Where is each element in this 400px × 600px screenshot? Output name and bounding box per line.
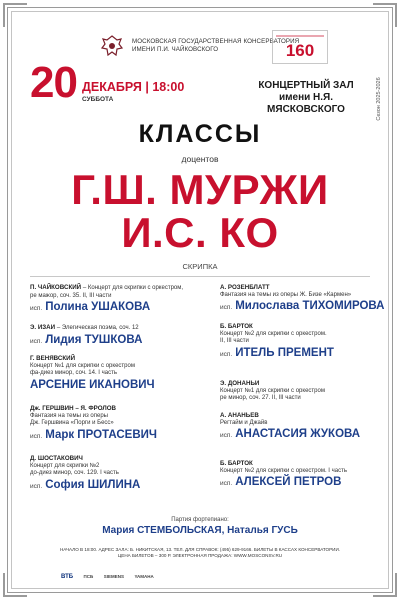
work-detail: ре мажор, соч. 35. II, III части	[30, 292, 112, 299]
performer-name: АРСЕНИЕ ИКАНОВИЧ	[30, 378, 155, 391]
work-title: Концерт №1 для скрипки с оркестром	[220, 387, 325, 394]
work-title: Концерт №2 для скрипки с оркестром.	[220, 330, 327, 337]
venue	[240, 80, 372, 116]
work-detail: II, III части	[220, 338, 249, 344]
program-item	[220, 323, 370, 362]
performer-name: Милослава ТИХОМИРОВА	[235, 300, 385, 312]
composer: Э. ИЗАИ	[30, 324, 56, 331]
classes-title: КЛАССЫ	[138, 120, 262, 148]
footer-info-line: НАЧАЛО В 18:00. АДРЕС ЗАЛА: Б. НИКИТСКАЯ, 13. ТЕЛ. ДЛЯ СПРАВОК: (495) 629-9166. БИЛЕТЫ В КАССАХ КОНСЕРВАТОРИИ.	[59, 547, 341, 552]
event-weekday: СУББОТА	[82, 96, 114, 103]
composer: Б. БАРТОК	[220, 323, 253, 330]
frame-corner	[373, 573, 397, 597]
performer-prefix: исп.	[220, 480, 233, 487]
sponsor-logo: YAMAHA	[134, 574, 154, 580]
sponsor-logo: ПСБ	[83, 574, 94, 580]
performer-prefix: исп.	[220, 304, 233, 311]
work-title: – Концерт для скрипки с оркестром,	[82, 285, 184, 291]
performer-prefix: исп.	[30, 337, 43, 345]
performer-name: София ШИЛИНА	[45, 478, 141, 491]
performer-name: ИТЕЛЬ ПРЕМЕНТ	[235, 346, 334, 359]
performer-prefix: исп.	[220, 432, 233, 439]
frame-corner	[373, 3, 397, 27]
composer: Дж. ГЕРШВИН – Я. ФРОЛОВ	[30, 405, 116, 412]
conservatory-line: ИМЕНИ П.И. ЧАЙКОВСКОГО	[132, 46, 219, 53]
sponsor-logo: ВТБ	[61, 573, 74, 580]
performer-name: Марк ПРОТАСЕВИЧ	[45, 428, 157, 441]
conservatory-line: МОСКОВСКАЯ ГОСУДАРСТВЕННАЯ КОНСЕРВАТОРИЯ	[132, 38, 300, 45]
event-month-time: ДЕКАБРЯ | 18:00	[82, 80, 185, 94]
program-item	[30, 455, 200, 494]
work-title: Фантазия на темы из оперы Ж. Бизе «Кармен»	[220, 291, 352, 298]
program-item	[30, 324, 200, 349]
performer-name: Лидия ТУШКОВА	[45, 333, 143, 346]
composer: Э. ДОНАНЬИ	[220, 380, 260, 387]
venue-line: КОНЦЕРТНЫЙ ЗАЛ	[258, 80, 354, 91]
composer: Б. БАРТОК	[220, 460, 253, 467]
season-text: Сезон 2025-2026	[376, 77, 382, 121]
footer-info	[30, 547, 370, 559]
composer: А. РОЗЕНБЛАТТ	[220, 284, 270, 291]
performer-prefix: исп.	[30, 432, 43, 440]
performer-prefix: исп.	[220, 350, 233, 358]
work-title: – Элегическая поэма, соч. 12	[56, 325, 139, 331]
pianists-label: Партия фортепиано:	[171, 517, 229, 523]
performer-name: Полина УШАКОВА	[45, 301, 151, 313]
performer-name: АНАСТАСИЯ ЖУКОВА	[235, 428, 361, 440]
performer-name: АЛЕКСЕЙ ПЕТРОВ	[235, 476, 342, 488]
event-day: 20	[30, 58, 77, 107]
anniversary-number: 160	[285, 41, 315, 60]
frame-corner	[3, 3, 27, 27]
sponsor-logos	[58, 568, 342, 580]
composer: П. ЧАЙКОВСКИЙ	[30, 284, 82, 291]
performer-prefix: исп.	[30, 305, 43, 312]
program-item	[220, 284, 385, 315]
venue-line: имени Н.Я. МЯСКОВСКОГО	[267, 92, 345, 115]
pianists-names: Мария СТЕМБОЛЬСКАЯ, Наталья ГУСЬ	[102, 525, 298, 536]
work-title: Концерт №1 для скрипки с оркестром	[30, 362, 135, 369]
composer: А. АНАНЬЕВ	[220, 412, 259, 419]
program-item	[220, 412, 370, 443]
program-item	[30, 355, 200, 392]
teacher-name: Г.Ш. МУРЖИ	[71, 166, 329, 213]
performer-prefix: исп.	[30, 482, 43, 490]
program-item	[30, 284, 200, 316]
program-item	[30, 405, 200, 444]
docents-label: доцентов	[181, 154, 219, 164]
composer: Д. ШОСТАКОВИЧ	[30, 455, 83, 462]
work-detail: фа-диез минор, соч. 14. I часть	[30, 370, 117, 376]
program-item	[220, 460, 370, 491]
work-detail: Дж. Гершвина «Порги и Бесс»	[30, 420, 114, 426]
work-title: Фантазия на темы из оперы	[30, 412, 108, 419]
work-detail: до-диез минор, соч. 129. I часть	[30, 470, 119, 476]
work-detail: ре минор, соч. 27. II, III части	[220, 395, 301, 401]
frame-corner	[3, 573, 27, 597]
program-item	[220, 380, 370, 403]
work-title: Регтайм и Джайв	[220, 419, 268, 426]
sponsor-logo: SIEMENS	[103, 574, 124, 580]
ministry-emblem-icon	[99, 34, 125, 60]
instrument-label: СКРИПКА	[182, 262, 218, 271]
work-title: Концерт №2 для скрипки с оркестром. I часть	[220, 467, 347, 474]
divider	[30, 276, 370, 277]
composer: Г. ВЕНЯВСКИЙ	[30, 355, 76, 362]
footer-info-line: ЦЕНА БИЛЕТОВ – 300 Р. ЭЛЕКТРОННАЯ ПРОДАЖА: WWW.MOSCONSV.RU	[117, 553, 283, 558]
anniversary-160-logo	[272, 30, 328, 64]
work-title: Концерт для скрипки №2	[30, 462, 100, 469]
teacher-name: И.С. КО	[121, 209, 279, 256]
